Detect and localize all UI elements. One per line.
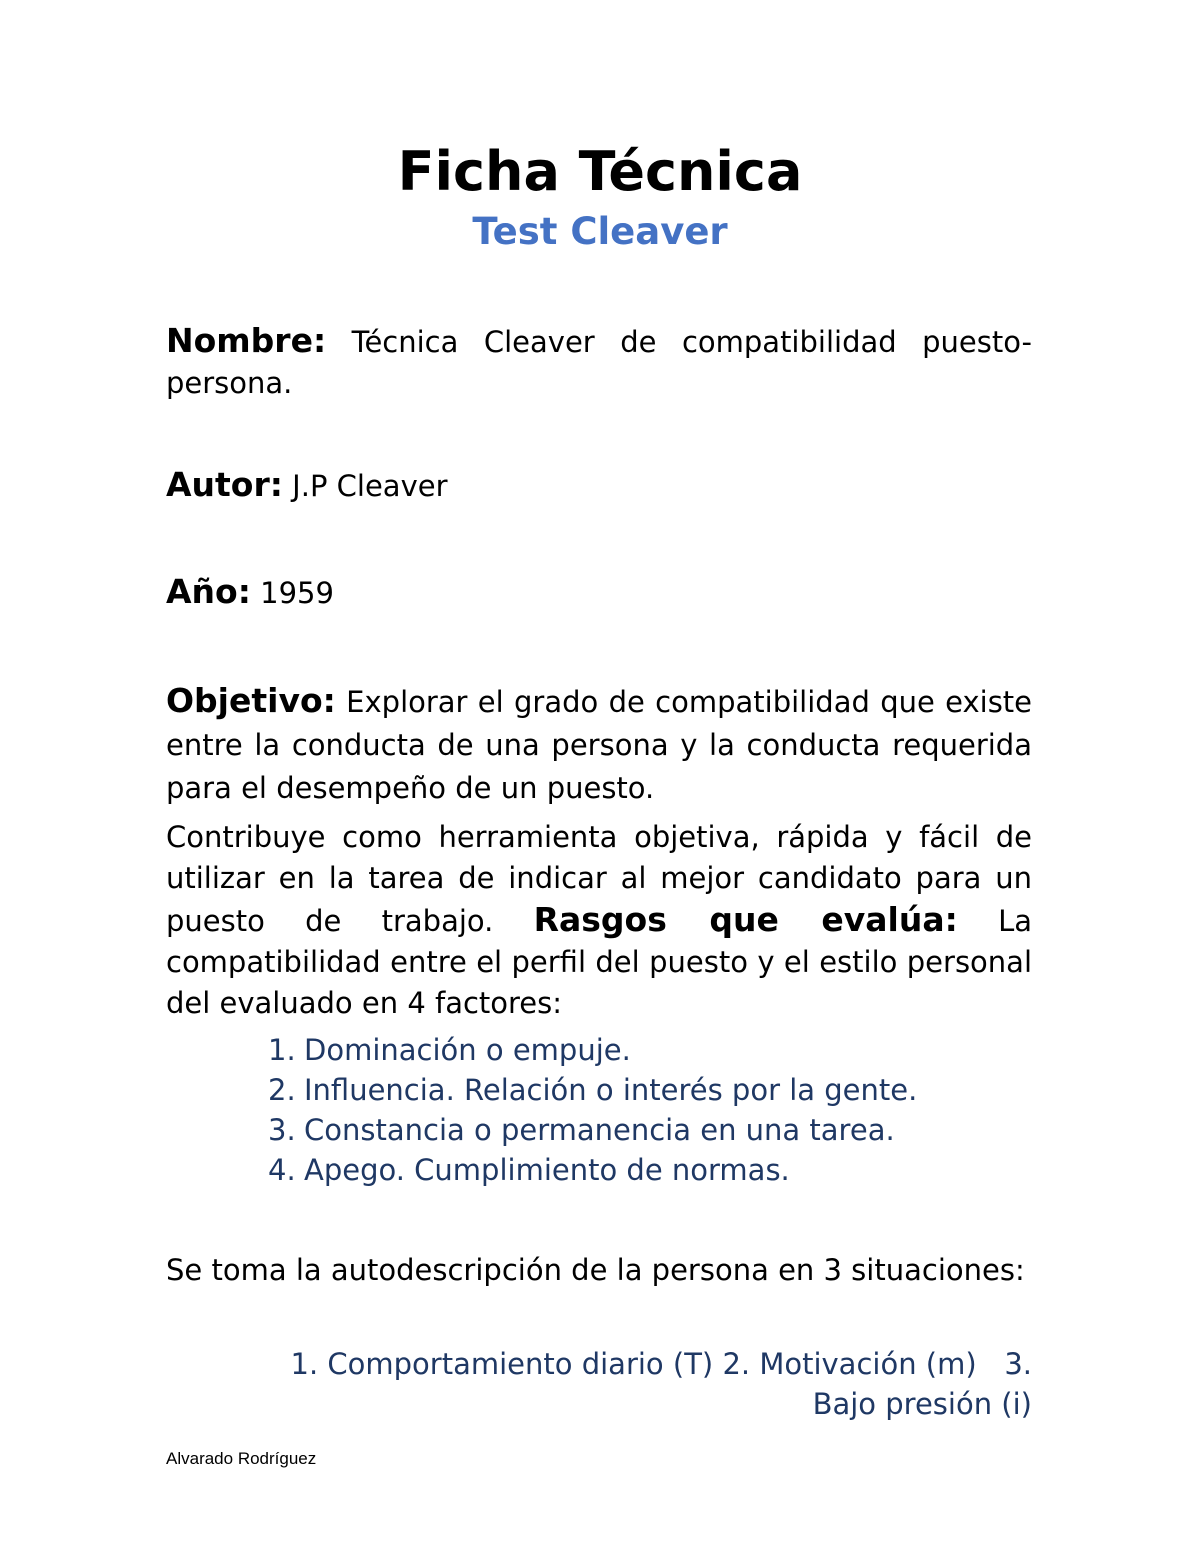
list-item	[268, 1030, 917, 1070]
field-anio-label: Año:	[166, 572, 251, 611]
list-item	[268, 1070, 917, 1110]
situations-line-2: Bajo presión (i)	[812, 1387, 1032, 1421]
field-objetivo-label: Objetivo:	[166, 681, 336, 720]
list-item-text: Influencia. Relación o interés por la gente.	[304, 1073, 918, 1107]
field-autor-label: Autor:	[166, 465, 283, 504]
list-item-text: Constancia o permanencia en una tarea.	[304, 1113, 895, 1147]
list-item-number: 1.	[268, 1033, 296, 1067]
field-anio	[166, 571, 1032, 614]
list-item	[268, 1110, 917, 1150]
contribution-text-after: La compatibilidad entre el perfil del puesto y el estilo personal del evaluado en 4 factores:	[166, 904, 1032, 1020]
list-item-text: Apego. Cumplimiento de normas.	[304, 1153, 790, 1187]
field-nombre-label: Nombre:	[166, 321, 327, 360]
field-nombre	[166, 320, 1032, 404]
situations-line-1: 1. Comportamiento diario (T) 2. Motivación (m) 3.	[290, 1347, 1032, 1381]
list-item-number: 2.	[268, 1073, 296, 1107]
rasgos-label: Rasgos que evalúa:	[533, 900, 958, 939]
field-objetivo-value: Explorar el grado de compatibilidad que existe entre la conducta de una persona y la conducta requerida para el desempeño de un puesto.	[166, 685, 1033, 805]
contribution-paragraph	[166, 817, 1032, 1024]
page-subtitle: Test Cleaver	[472, 210, 728, 253]
field-objetivo	[166, 679, 1032, 810]
situations-intro: Se toma la autodescripción de la persona en 3 situaciones:	[166, 1253, 1025, 1287]
factor-list	[268, 1030, 917, 1190]
situations-list	[166, 1344, 1032, 1424]
list-item	[268, 1150, 917, 1190]
list-item-text: Dominación o empuje.	[304, 1033, 631, 1067]
page-title: Ficha Técnica	[397, 140, 803, 203]
list-item-number: 3.	[268, 1113, 296, 1147]
field-anio-value: 1959	[260, 576, 334, 610]
list-item-number: 4.	[268, 1153, 296, 1187]
field-nombre-value: Técnica Cleaver de compatibilidad puesto-persona.	[166, 325, 1033, 400]
footer-author: Alvarado Rodríguez	[166, 1449, 317, 1468]
field-autor	[166, 464, 1032, 507]
contribution-text-before: Contribuye como herramienta objetiva, rápida y fácil de utilizar en la tarea de indicar al mejor candidato para un puesto de trabajo.	[166, 820, 1032, 938]
field-autor-value: J.P Cleaver	[292, 469, 448, 503]
